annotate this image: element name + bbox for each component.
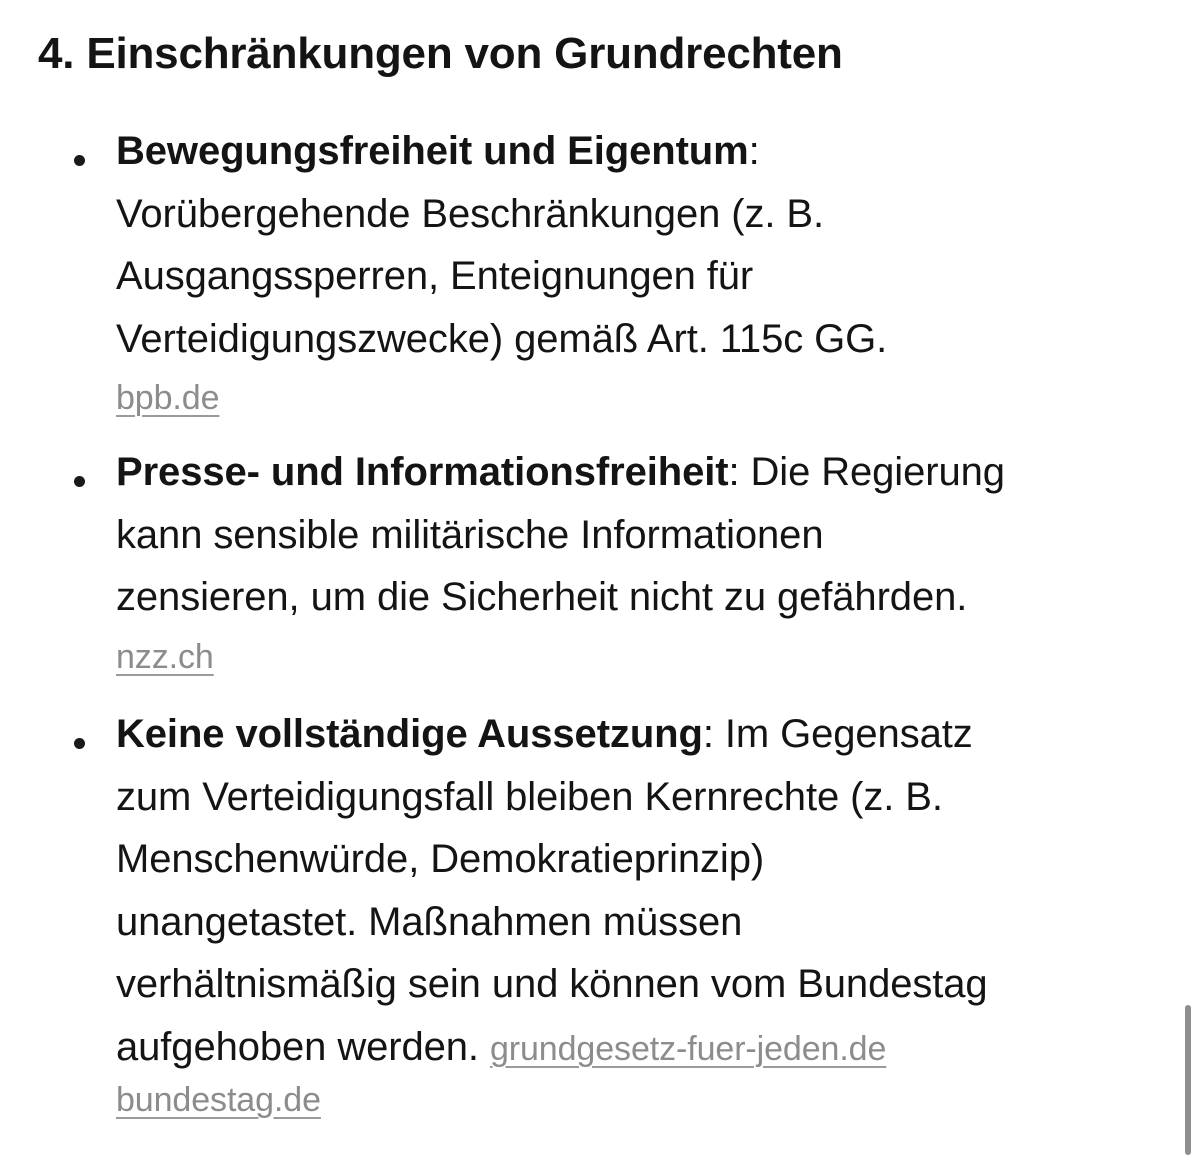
section-heading: 4. Einschränkungen von Grundrechten	[38, 29, 843, 78]
bullet-icon	[74, 738, 85, 749]
bullet-icon	[74, 476, 85, 487]
item-line: zum Verteidigungsfall bleiben Kernrechte (z. B.	[116, 774, 943, 819]
bullet-icon	[74, 155, 85, 166]
item-line: unangetastet. Maßnahmen müssen	[116, 899, 743, 944]
term-colon: :	[748, 129, 760, 173]
item-term: Keine vollständige Aussetzung	[116, 712, 703, 756]
list-item-text	[116, 441, 1176, 683]
term-colon: :	[728, 450, 740, 494]
source-link-bundestag[interactable]: bundestag.de	[116, 1081, 321, 1119]
scrollbar-thumb[interactable]	[1185, 1005, 1191, 1155]
item-line: zensieren, um die Sicherheit nicht zu gefährden.	[116, 575, 968, 619]
item-line: aufgehoben werden.	[116, 1024, 479, 1069]
item-line: Im Gegensatz	[713, 712, 973, 756]
term-colon: :	[702, 712, 714, 756]
list-item-text	[116, 703, 1176, 1126]
item-line: Die Regierung	[739, 450, 1005, 494]
item-term: Bewegungsfreiheit und Eigentum	[116, 129, 749, 173]
item-line: Vorübergehende Beschränkungen (z. B.	[116, 191, 825, 236]
source-link-nzz[interactable]: nzz.ch	[116, 637, 214, 676]
item-line: Menschenwürde, Demokratieprinzip)	[116, 837, 765, 881]
source-link-bpb[interactable]: bpb.de	[116, 379, 220, 417]
source-link-grundgesetz[interactable]: grundgesetz-fuer-jeden.de	[489, 1029, 887, 1068]
item-term: Presse- und Informationsfreiheit	[116, 450, 729, 494]
item-line: Verteidigungszwecke) gemäß Art. 115c GG.	[116, 316, 888, 361]
item-line: Ausgangssperren, Enteignungen für	[116, 254, 754, 298]
item-line: kann sensible militärische Informationen	[116, 512, 824, 557]
item-line: verhältnismäßig sein und können vom Bundestag	[116, 962, 988, 1006]
list-item-text	[116, 120, 1176, 424]
